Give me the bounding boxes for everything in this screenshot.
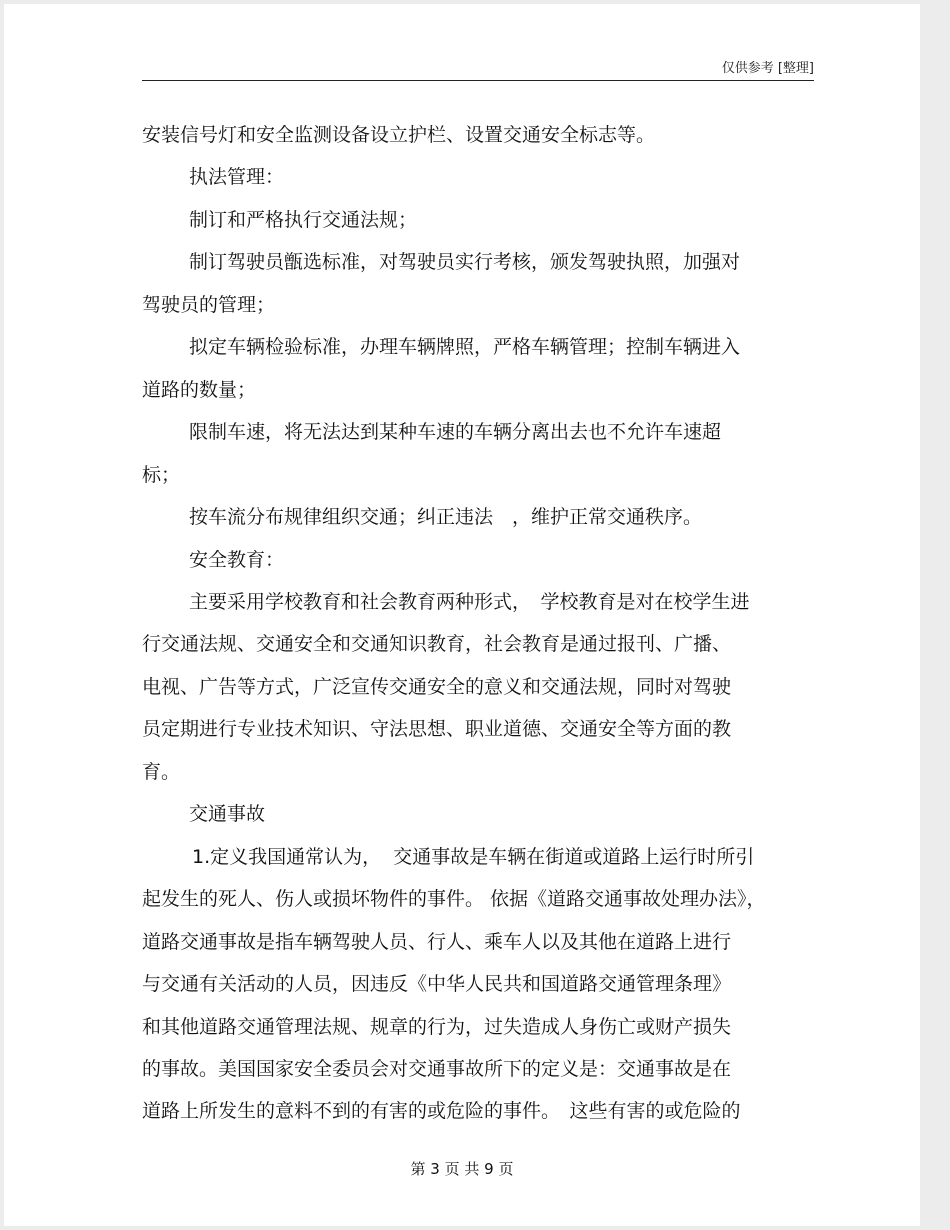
- paragraph-line: 安全教育：: [189, 549, 285, 571]
- paragraph-line: 起发生的死人、伤人或损坏物件的事件。 依据《道路交通事故处理办法》，: [142, 888, 766, 910]
- paragraph-line: 行交通法规、交通安全和交通知识教育，社会教育是通过报刊、广播、: [142, 633, 732, 655]
- paragraph-line: 制订和严格执行交通法规；: [189, 209, 418, 231]
- paragraph-line: 1.定义我国通常认为， 交通事故是车辆在街道或道路上运行时所引: [192, 846, 755, 868]
- paragraph-line: 按车流分布规律组织交通；纠正违法 ，维护正常交通秩序。: [189, 506, 703, 528]
- paragraph-line: 育。: [142, 761, 181, 783]
- paragraph-line: 员定期进行专业技术知识、守法思想、职业道德、交通安全等方面的教: [142, 718, 732, 740]
- paragraph-line: 制订驾驶员甑选标准，对驾驶员实行考核，颁发驾驶执照，加强对: [189, 251, 741, 273]
- paragraph-line: 的事故。美国国家安全委员会对交通事故所下的定义是：交通事故是在: [142, 1058, 732, 1080]
- paragraph-line: 拟定车辆检验标准，办理车辆牌照，严格车辆管理；控制车辆进入: [189, 336, 741, 358]
- paragraph-line: 主要采用学校教育和社会教育两种形式， 学校教育是对在校学生进: [189, 591, 750, 613]
- paragraph-line: 电视、广告等方式，广泛宣传交通安全的意义和交通法规，同时对驾驶: [142, 676, 732, 698]
- paragraph-line: 限制车速，将无法达到某种车速的车辆分离出去也不允许车速超: [189, 421, 722, 443]
- paragraph-line: 驾驶员的管理；: [142, 294, 276, 316]
- paragraph-line: 交通事故: [189, 803, 266, 825]
- paragraph-line: 和其他道路交通管理法规、规章的行为，过失造成人身伤亡或财产损失: [142, 1016, 732, 1038]
- paragraph-line: 安装信号灯和安全监测设备设立护栏、设置交通安全标志等。: [142, 124, 656, 146]
- paragraph-line: 道路的数量；: [142, 379, 257, 401]
- paragraph-line: 道路上所发生的意料不到的有害的或危险的事件。 这些有害的或危险的: [142, 1100, 741, 1122]
- paragraph-line: 执法管理：: [189, 166, 285, 188]
- document-page: [4, 4, 920, 1226]
- paragraph-line: 与交通有关活动的人员，因违反《中华人民共和国道路交通管理条理》: [142, 973, 732, 995]
- header-divider: [142, 80, 814, 81]
- paragraph-line: 标；: [142, 464, 181, 486]
- page-header: 仅供参考 [整理]: [721, 61, 814, 76]
- page-footer: 第 3 页 共 9 页: [410, 1160, 514, 1178]
- paragraph-line: 道路交通事故是指车辆驾驶人员、行人、乘车人以及其他在道路上进行: [142, 931, 732, 953]
